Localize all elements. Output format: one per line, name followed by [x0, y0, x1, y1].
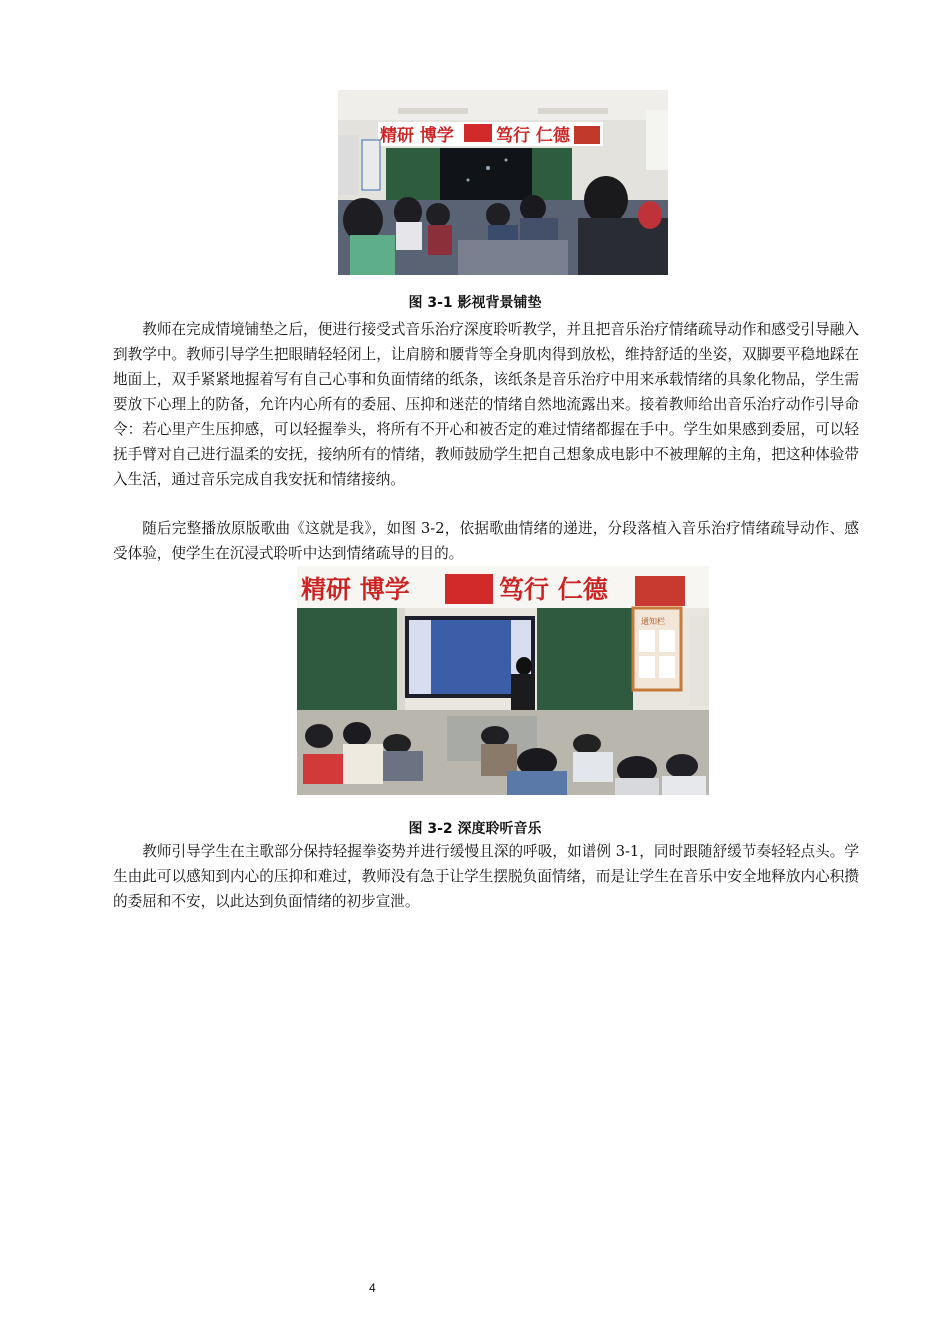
banner-left-text-2: 精研 博学: [301, 575, 410, 604]
paragraph-1: 教师在完成情境铺垫之后，便进行接受式音乐治疗深度聆听教学，并且把音乐治疗情绪疏导动作和感受引导融入到教学中。教师引导学生把眼睛轻轻闭上，让肩膀和腰背等全身肌肉得到放松，维持舒适的坐姿，双脚要平稳地踩在地面上，双手紧紧地握着写有自己心事和负面情绪的纸条，该纸条是音乐治疗中用来承载情绪的具象化物品，学生需要放下心理上的防备，允许内心所有的委屈、压抑和迷茫的情绪自然地流露出来。接着教师给出音乐治疗动作引导命令：若心里产生压抑感，可以轻握拳头，将所有不开心和被否定的难过情绪都握在手中。学生如果感到委屈，可以轻抚手臂对自己进行温柔的安抚，接纳所有的情绪，教师鼓励学生把自己想象成电影中不被理解的主角，把这种体验带入生活，通过音乐完成自我安抚和情绪接纳。: [113, 321, 859, 488]
banner-right-text-2: 笃行 仁德: [499, 575, 608, 604]
paragraph-2: 随后完整播放原版歌曲《这就是我》，如图 3-2，依据歌曲情绪的递进，分段落植入音乐治疗情绪疏导动作、感受体验，使学生在沉浸式聆听中达到情绪疏导的目的。: [113, 520, 859, 562]
figure-3-2-photo: [297, 566, 709, 795]
figure-3-1-photo: [338, 90, 668, 275]
figure-3-1-caption: 图 3-1 影视背景铺垫: [408, 295, 542, 311]
banner-right-text: 笃行 仁德: [496, 126, 570, 146]
figure-3-2-caption: 图 3-2 深度聆听音乐: [408, 821, 542, 837]
page-number: 4: [369, 1281, 376, 1295]
banner-left-text: 精研 博学: [380, 126, 454, 146]
paragraph-3: 教师引导学生在主歌部分保持轻握拳姿势并进行缓慢且深的呼吸，如谱例 3-1，同时跟随舒缓节奏轻轻点头。学生由此可以感知到内心的压抑和难过，教师没有急于让学生摆脱负面情绪，而是让学生在音乐中安全地释放内心积攒的委屈和不安，以此达到负面情绪的初步宣泄。: [113, 843, 859, 910]
notice-board-title: 通知栏: [641, 617, 665, 626]
